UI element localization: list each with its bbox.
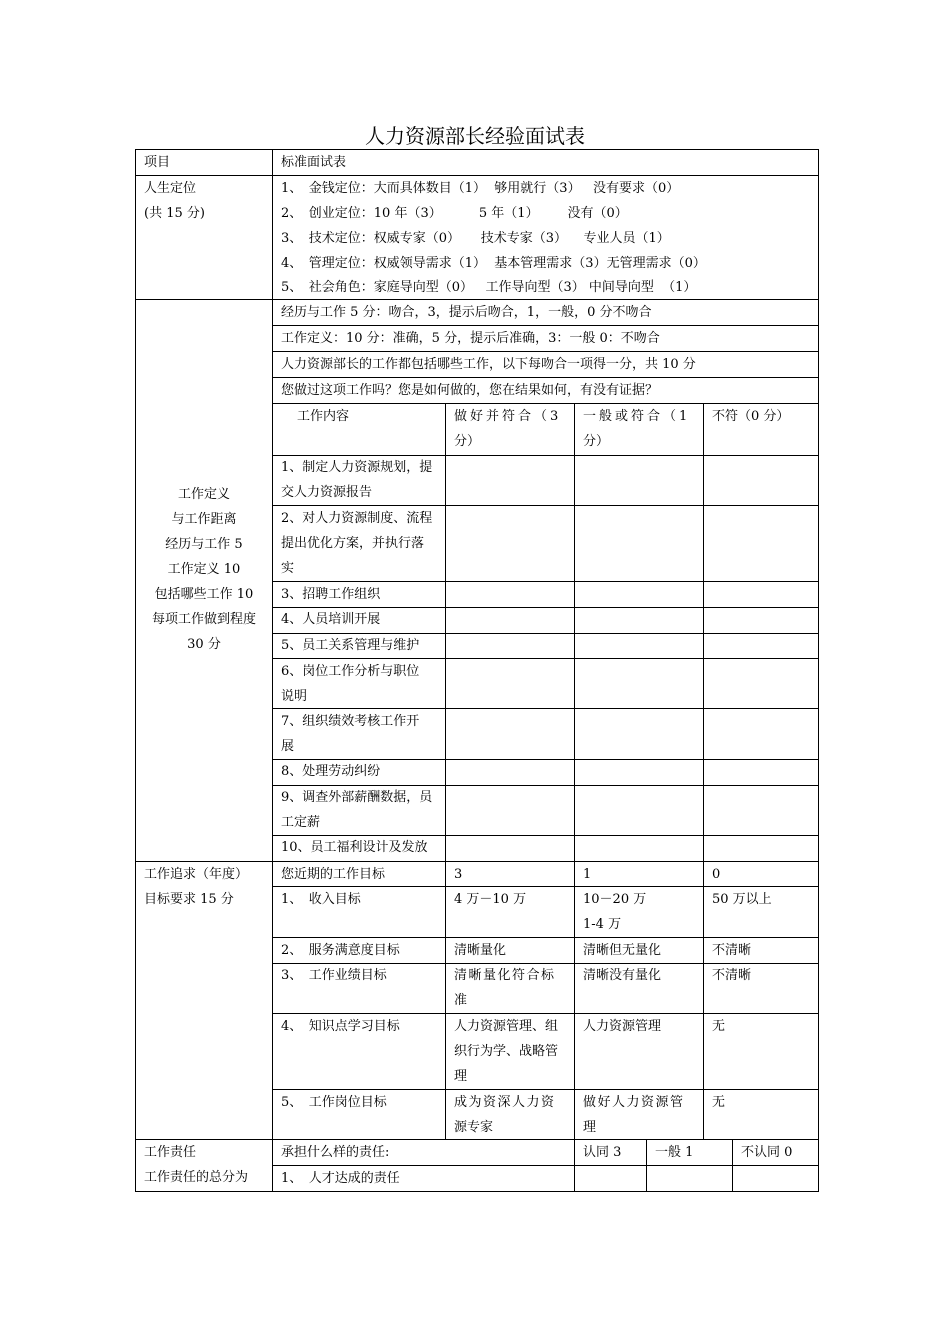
resp-item-1: 1、 人才达成的责任 (281, 1171, 400, 1186)
work-side-label: 每项工作做到程度 (151, 612, 256, 627)
work-item: 9、调查外部薪酬数据，员 (281, 790, 433, 805)
work-side-label: 经历与工作 5 (165, 537, 243, 552)
life-label: 人生定位 (144, 181, 197, 196)
work-item: 5、员工关系管理与维护 (281, 638, 420, 653)
goal-mid: 做好人力资源管 (583, 1095, 685, 1110)
goal-label: 5、 工作岗位目标 (281, 1095, 387, 1110)
goal-mid: 理 (583, 1120, 597, 1135)
pursuit-header-score-1: 1 (583, 867, 592, 882)
goal-bad: 不清晰 (712, 968, 752, 983)
goal-mid: 清晰但无量化 (583, 943, 662, 958)
col-good: 做好并符合（3 (454, 409, 562, 424)
goal-mid: 1-4 万 (583, 917, 622, 932)
goal-label: 4、 知识点学习目标 (281, 1019, 400, 1034)
goal-good: 源专家 (454, 1120, 494, 1135)
work-item: 1、制定人力资源规划，提 (281, 460, 433, 475)
header-item-label: 项目 (144, 155, 171, 170)
header-standard-label: 标准面试表 (281, 155, 347, 170)
goal-mid: 清晰没有量化 (583, 968, 662, 983)
work-item: 2、对人力资源制度、流程 (281, 511, 433, 526)
goal-bad: 不清晰 (712, 943, 752, 958)
col-good-unit: 分） (454, 434, 481, 449)
goal-good: 织行为学、战略管 (454, 1044, 559, 1059)
work-item: 工定薪 (281, 815, 321, 830)
col-bad: 不符（0 分） (712, 409, 790, 424)
resp-agree: 认同 3 (583, 1145, 622, 1160)
life-score: (共 15 分) (144, 206, 205, 221)
work-side-label: 包括哪些工作 10 (154, 587, 254, 602)
work-item: 4、人员培训开展 (281, 612, 381, 627)
goal-good: 清晰量化 (454, 943, 507, 958)
goal-bad: 无 (712, 1095, 726, 1110)
goal-good: 人力资源管理、组 (454, 1019, 559, 1034)
work-item: 6、岗位工作分析与职位 (281, 664, 420, 679)
pursuit-label: 工作追求（年度） (144, 867, 249, 882)
resp-normal: 一般 1 (655, 1145, 694, 1160)
work-item: 10、员工福利设计及发放 (281, 840, 428, 855)
col-work-content: 工作内容 (297, 409, 350, 424)
col-mid-unit: 分） (583, 434, 610, 449)
work-side-label: 工作定义 (177, 487, 230, 502)
work-rule-3: 人力资源部长的工作都包括哪些工作，以下每吻合一项得一分，共 10 分 (281, 357, 696, 372)
goal-good: 4 万－10 万 (454, 892, 527, 907)
work-side-label: 30 分 (187, 637, 221, 652)
work-item: 展 (281, 739, 295, 754)
goal-good: 准 (454, 993, 468, 1008)
goal-label: 1、 收入目标 (281, 892, 361, 907)
work-item: 说明 (281, 689, 308, 704)
work-rule-4: 您做过这项工作吗？您是如何做的，您在结果如何，有没有证据？ (281, 383, 659, 398)
goal-mid: 人力资源管理 (583, 1019, 662, 1034)
work-item: 交人力资源报告 (281, 485, 373, 500)
life-line-1: 1、 金钱定位：大而具体数目（1） 够用就行（3） 没有要求（0） (281, 181, 680, 196)
goal-bad: 50 万以上 (712, 892, 772, 907)
resp-label: 工作责任 (144, 1145, 197, 1160)
resp-disagree: 不认同 0 (741, 1145, 793, 1160)
work-item: 提出优化方案，并执行落 (281, 536, 425, 551)
life-line-3: 3、 技术定位：权威专家（0） 技术专家（3） 专业人员（1） (281, 231, 670, 246)
work-side-label: 与工作距离 (171, 512, 237, 527)
goal-good: 成为资深人力资 (454, 1095, 556, 1110)
pursuit-header-score-3: 3 (454, 867, 463, 882)
work-rule-1: 经历与工作 5 分：吻合，3，提示后吻合，1，一般，0 分不吻合 (281, 305, 652, 320)
resp-score: 工作责任的总分为 (144, 1170, 249, 1185)
goal-good: 清晰量化符合标 (454, 968, 556, 983)
work-item: 7、组织绩效考核工作开 (281, 714, 420, 729)
pursuit-header-goal: 您近期的工作目标 (281, 867, 386, 882)
col-mid: 一般或符合（1 (583, 409, 691, 424)
resp-question: 承担什么样的责任: (281, 1145, 390, 1160)
work-rule-2: 工作定义：10 分：准确，5 分，提示后准确，3：一般 0：不吻合 (281, 331, 660, 346)
goal-label: 3、 工作业绩目标 (281, 968, 387, 983)
pursuit-score: 目标要求 15 分 (144, 892, 234, 907)
work-item: 实 (281, 561, 295, 576)
work-side-label: 工作定义 10 (167, 562, 241, 577)
life-line-5: 5、 社会角色：家庭导向型（0） 工作导向型（3） 中间导向型 （1） (281, 280, 697, 295)
life-line-2: 2、 创业定位：10 年（3） 5 年（1） 没有（0） (281, 206, 628, 221)
page-title: 人力资源部长经验面试表 (365, 124, 585, 148)
goal-label: 2、 服务满意度目标 (281, 943, 400, 958)
goal-good: 理 (454, 1069, 468, 1084)
work-item: 8、处理劳动纠纷 (281, 764, 381, 779)
life-line-4: 4、 管理定位：权威领导需求（1） 基本管理需求（3）无管理需求（0） (281, 256, 706, 271)
pursuit-header-score-0: 0 (712, 867, 721, 882)
goal-bad: 无 (712, 1019, 726, 1034)
goal-mid: 10－20 万 (583, 892, 647, 907)
work-item: 3、招聘工作组织 (281, 587, 381, 602)
